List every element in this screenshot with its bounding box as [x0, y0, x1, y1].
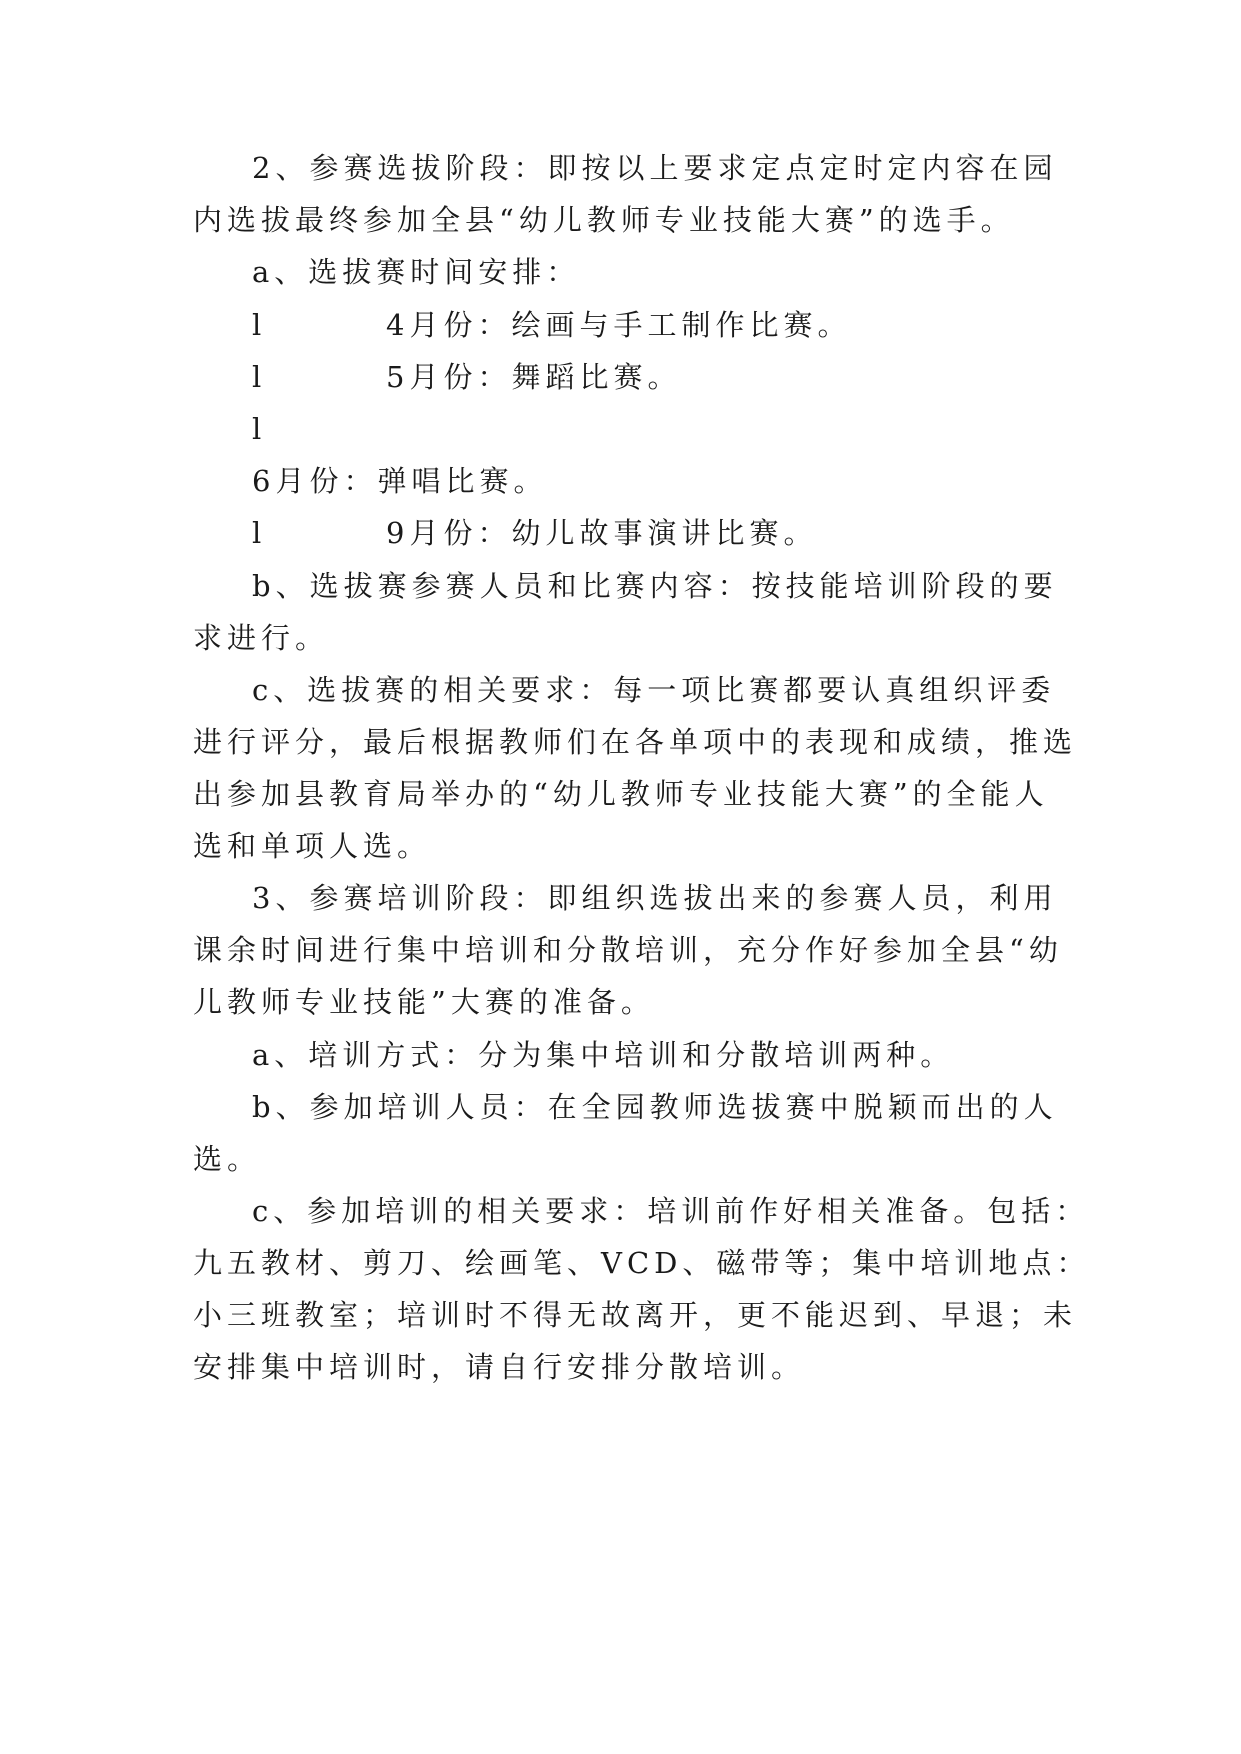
paragraph-participants-line-1: b、选拔赛参赛人员和比赛内容：按技能培训阶段的要	[252, 569, 1058, 603]
schedule-item-june: 6月份：弹唱比赛。	[252, 464, 548, 498]
schedule-bullet-3: l	[252, 412, 267, 446]
paragraph-requirements-line-2: 进行评分，最后根据教师们在各单项中的表现和成绩，推选	[193, 725, 1078, 759]
paragraph-trainees-line-2: 选。	[193, 1142, 262, 1176]
paragraph-participants-line-2: 求进行。	[193, 621, 330, 655]
paragraph-training-requirements-line-1: c、参加培训的相关要求：培训前作好相关准备。包括：	[252, 1194, 1090, 1228]
paragraph-training-stage-line-3: 儿教师专业技能”大赛的准备。	[193, 985, 655, 1019]
paragraph-requirements-line-1: c、选拔赛的相关要求：每一项比赛都要认真组织评委	[252, 673, 1056, 707]
paragraph-training-requirements-line-2: 九五教材、剪刀、绘画笔、VCD、磁带等；集中培训地点：	[193, 1246, 1091, 1280]
paragraph-selection-stage-line-1: 2、参赛选拔阶段：即按以上要求定点定时定内容在园	[252, 151, 1058, 185]
paragraph-training-stage-line-2: 课余时间进行集中培训和分散培训，充分作好参加全县“幼	[193, 933, 1063, 967]
paragraph-training-requirements-line-4: 安排集中培训时，请自行安排分散培训。	[193, 1350, 806, 1384]
schedule-bullet-4: l	[252, 516, 267, 550]
paragraph-requirements-line-4: 选和单项人选。	[193, 829, 432, 863]
paragraph-selection-stage-line-2: 内选拔最终参加全县“幼儿教师专业技能大赛”的选手。	[193, 203, 1015, 237]
schedule-item-september: 9月份：幼儿故事演讲比赛。	[386, 516, 818, 550]
schedule-item-may: 5月份：舞蹈比赛。	[386, 360, 682, 394]
paragraph-training-stage-line-1: 3、参赛培训阶段：即组织选拔出来的参赛人员，利用	[252, 881, 1058, 915]
schedule-bullet-1: l	[252, 308, 267, 342]
paragraph-trainees-line-1: b、参加培训人员：在全园教师选拔赛中脱颖而出的人	[252, 1090, 1058, 1124]
paragraph-training-requirements-line-3: 小三班教室；培训时不得无故离开，更不能迟到、早退；未	[193, 1298, 1078, 1332]
schedule-bullet-2: l	[252, 360, 267, 394]
schedule-item-april: 4月份：绘画与手工制作比赛。	[386, 308, 852, 342]
schedule-heading: a、选拔赛时间安排：	[252, 255, 581, 289]
paragraph-training-method: a、培训方式：分为集中培训和分散培训两种。	[252, 1038, 955, 1072]
paragraph-requirements-line-3: 出参加县教育局举办的“幼儿教师专业技能大赛”的全能人	[193, 777, 1049, 811]
